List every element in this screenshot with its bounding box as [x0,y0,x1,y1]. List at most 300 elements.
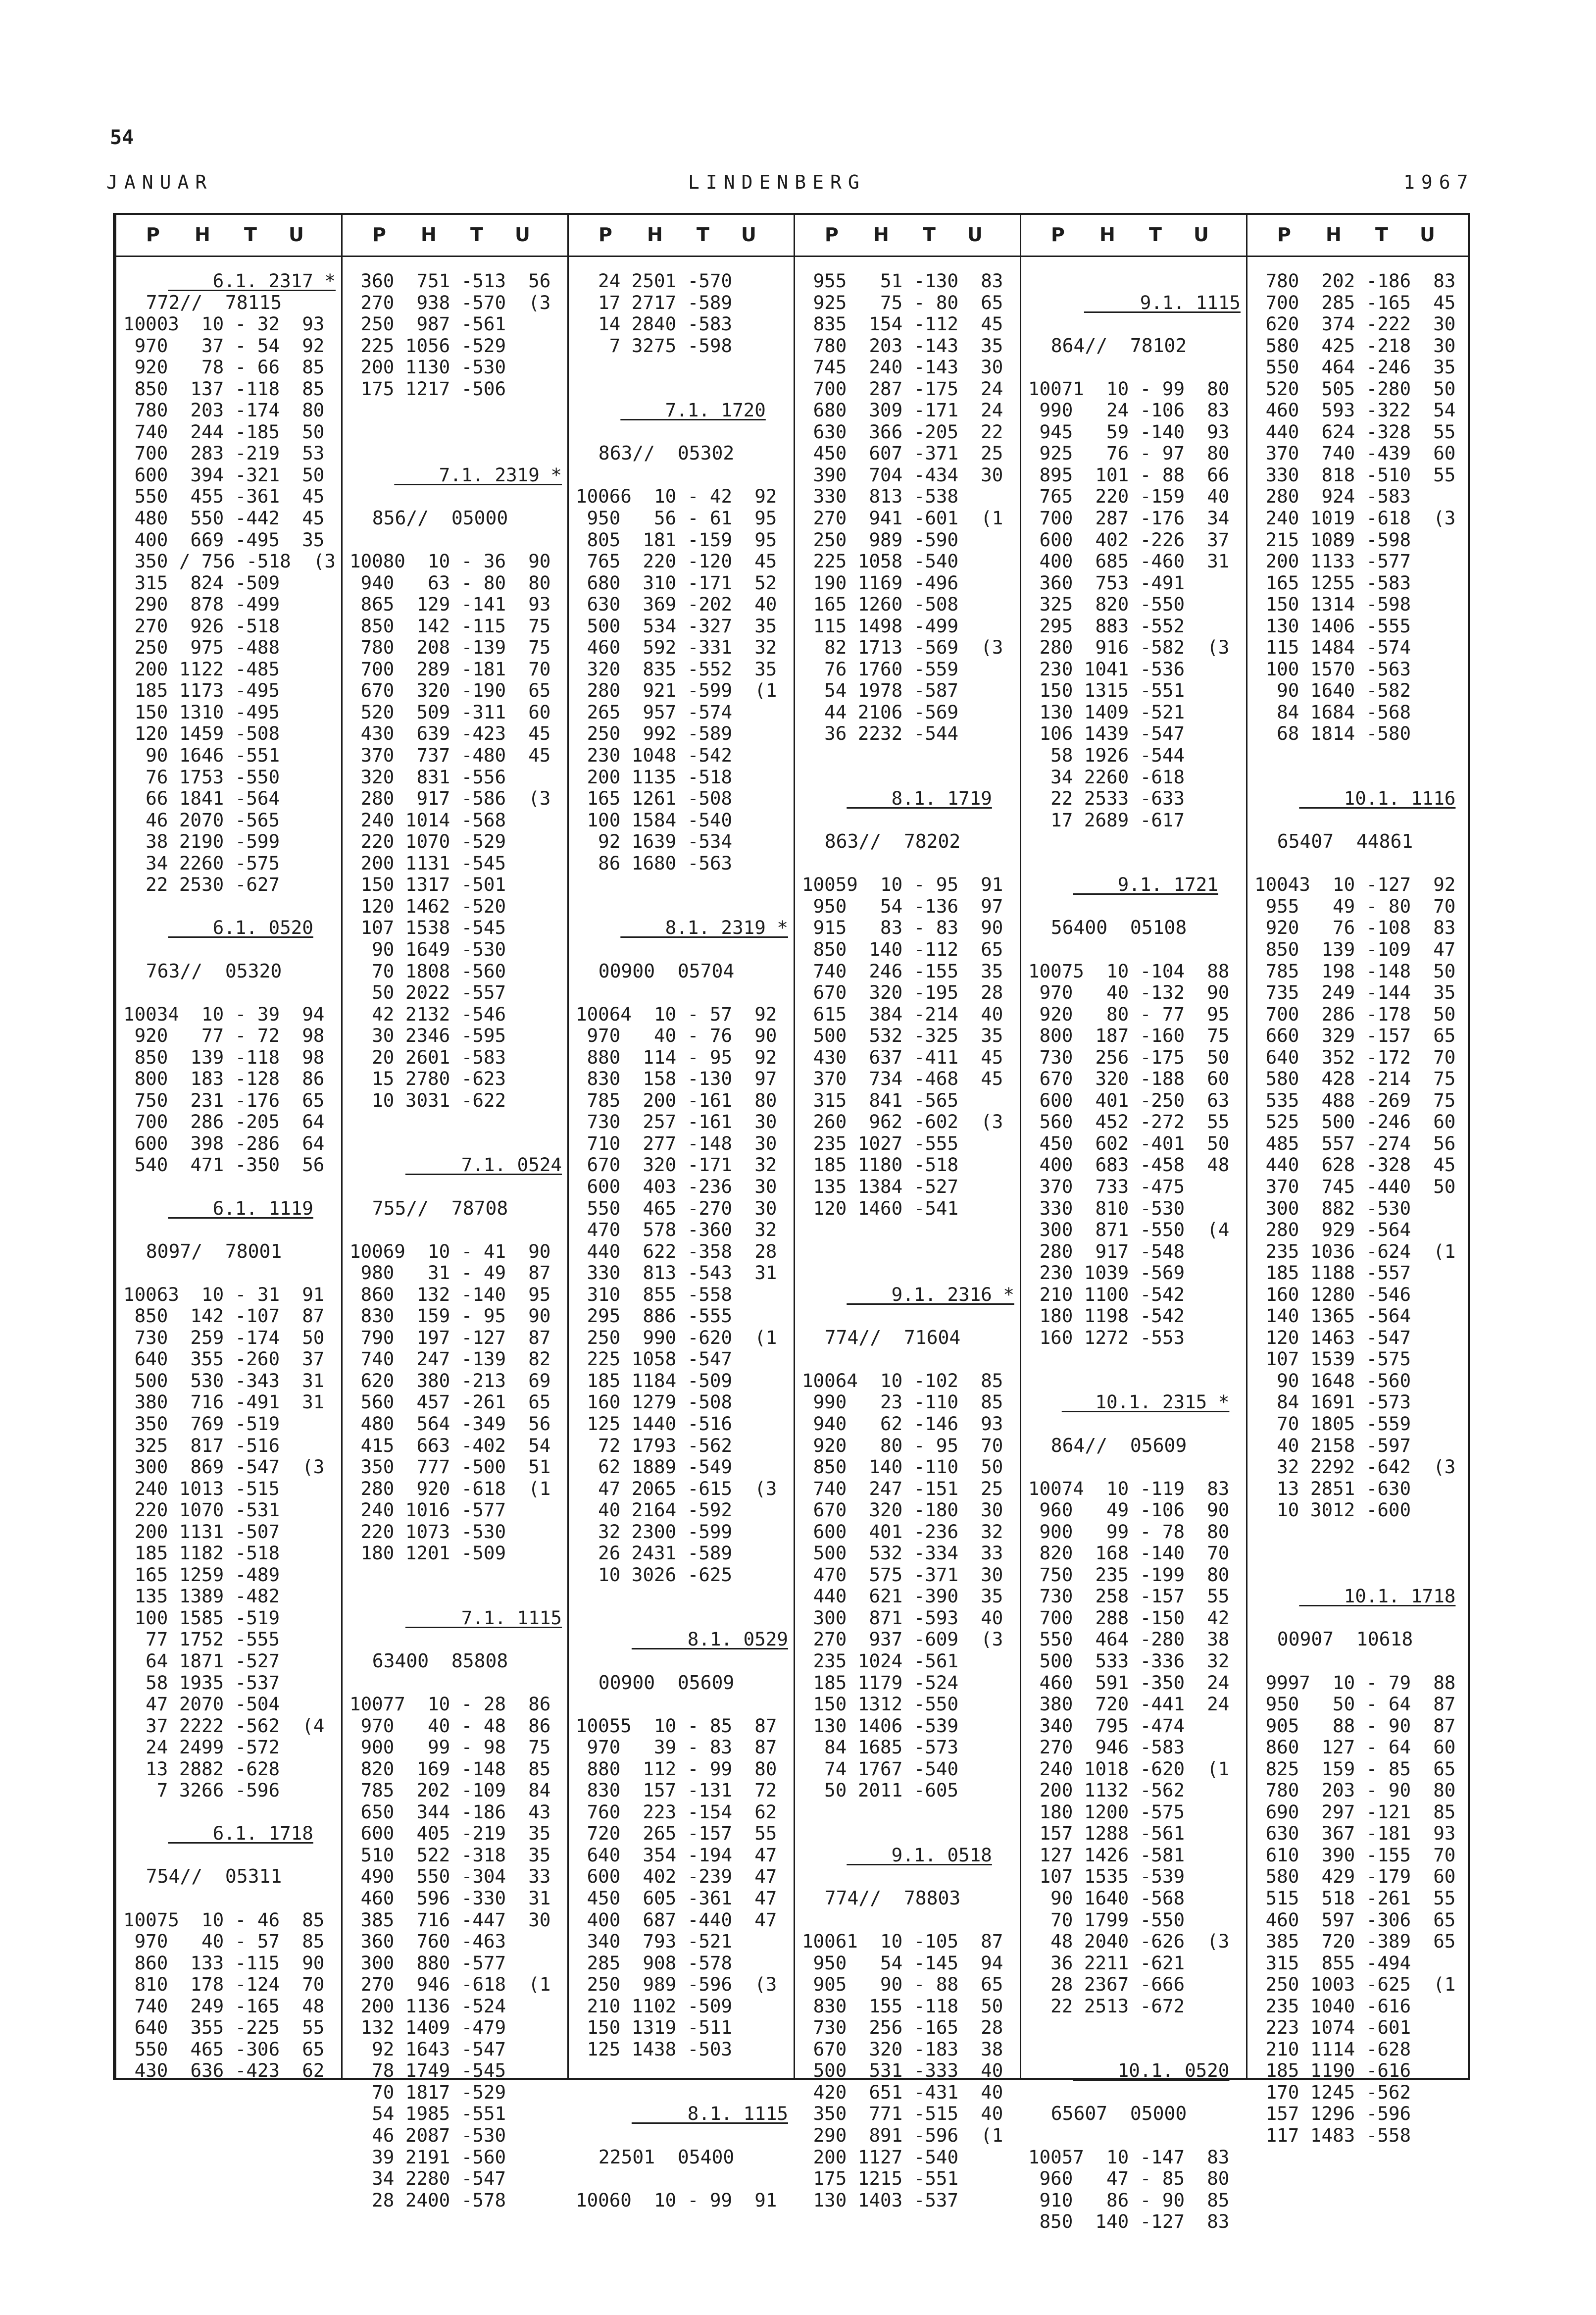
table-row: 750 235 -199 80 [1028,1563,1230,1586]
sounding-title-text: 10.1. 1718 [1299,1585,1456,1607]
table-row: 250 990 -620 (1 [576,1326,777,1348]
table-row: 535 488 -269 75 [1254,1089,1456,1111]
sounding-title-text: 7.1. 0524 [405,1154,562,1176]
table-row: 640 352 -172 70 [1254,1046,1456,1068]
table-row: 84 1684 -568 [1254,701,1411,723]
table-row: 310 855 -558 [576,1283,733,1305]
sounding-title [1028,2060,1245,2082]
table-row: 385 716 -447 30 [349,1908,551,1931]
sounding-title-text: 7.1. 1115 [405,1606,562,1629]
column-header-t: T [1149,224,1162,246]
table-row: 220 1073 -530 [349,1520,506,1543]
table-column [341,215,569,2211]
table-row: 150 1314 -598 [1254,593,1411,616]
table-row: 10 3031 -622 [349,1089,506,1111]
table-row: 320 831 -556 [349,766,506,788]
column-header-p: P [1051,224,1065,246]
table-row [576,1650,792,1672]
table-row: 315 841 -565 [802,1089,959,1111]
table-row: 185 1190 -616 [1254,2059,1411,2082]
table-row: 850 140 -112 65 [802,938,1003,960]
sounding-title-text: 9.1. 2316 * [847,1283,1014,1305]
table-row: 10077 10 - 28 86 [349,1693,551,1715]
table-row: 130 1406 -555 [1254,615,1411,637]
table-row: 600 403 -236 30 [576,1175,777,1197]
station-group: 774// 71604 [802,1326,961,1348]
table-row: 990 24 -106 83 [1028,399,1230,421]
table-row: 240 1019 -618 (3 [1254,507,1456,529]
table-row: 700 287 -175 24 [802,377,1003,400]
table-row: 690 297 -121 85 [1254,1801,1456,1823]
table-row: 520 505 -280 50 [1254,377,1456,400]
table-row: 235 1040 -616 [1254,1995,1411,2017]
table-row [349,1133,566,1155]
table-row: 760 223 -154 62 [576,1801,777,1823]
table-row: 860 132 -140 95 [349,1283,551,1305]
table-row: 420 651 -431 40 [802,2081,1003,2103]
table-row: 290 878 -499 [123,593,280,616]
table-row: 10061 10 -105 87 [802,1930,1003,1953]
table-row: 40 2158 -597 [1254,1434,1411,1456]
table-row: 10080 10 - 36 90 [349,550,551,572]
table-row: 700 285 -165 45 [1254,291,1456,313]
table-row: 70 1805 -559 [1254,1412,1411,1435]
table-row: 90 1648 -560 [1254,1369,1411,1391]
table-row: 130 1406 -539 [802,1714,959,1737]
table-row [576,421,792,443]
table-row: 90 1640 -582 [1254,679,1411,702]
table-row: 157 1296 -596 [1254,2103,1411,2125]
table-row: 850 140 -110 50 [802,1456,1003,1478]
table-row: 970 39 - 83 87 [576,1736,777,1758]
table-row: 185 1173 -495 [123,679,280,702]
table-row: 84 1685 -573 [802,1736,959,1758]
table-row: 330 813 -538 [802,485,959,508]
table-row: 72 1793 -562 [576,1434,733,1456]
table-row [1254,853,1466,875]
table-row: 22 2513 -672 [1028,1995,1185,2017]
table-row: 850 142 -115 75 [349,615,551,637]
table-row: 225 1056 -529 [349,334,506,357]
table-row: 200 1131 -545 [349,852,506,874]
table-row [1028,1456,1245,1478]
table-row: 340 793 -521 [576,1930,733,1953]
table-row [349,400,566,421]
table-row [349,1176,566,1198]
table-row [349,1564,566,1586]
table-row: 90 1646 -551 [123,744,280,767]
table-row [1028,831,1245,853]
table-row: 710 277 -148 30 [576,1132,777,1154]
table-row: 785 202 -109 84 [349,1779,551,1801]
table-row: 240 1018 -620 (1 [1028,1757,1230,1780]
table-row: 130 1403 -537 [802,2189,959,2211]
table-row: 920 80 - 95 70 [802,1434,1003,1456]
table-column [1020,215,1247,2233]
table-row: 47 2065 -615 (3 [576,1477,777,1499]
station-group: 00907 10618 [1254,1628,1413,1650]
table-row: 880 112 - 99 80 [576,1757,777,1780]
table-row: 360 751 -513 56 [349,270,551,292]
table-row: 28 2367 -666 [1028,1973,1185,1996]
table-row: 860 133 -115 90 [123,1952,325,1974]
sounding-title-text: 7.1. 1720 [620,399,766,421]
table-row: 850 137 -118 85 [123,377,325,400]
table-row [1254,1521,1466,1543]
table-row: 175 1217 -506 [349,377,506,400]
table-row: 10075 10 - 46 85 [123,1908,325,1931]
table-row: 370 737 -480 45 [349,744,551,767]
table-row: 990 23 -110 85 [802,1391,1003,1413]
table-row: 390 704 -434 30 [802,463,1003,486]
table-row: 170 1245 -562 [1254,2081,1411,2103]
table-row: 745 240 -143 30 [802,356,1003,378]
table-row: 640 354 -194 47 [576,1844,777,1866]
table-row: 250 1003 -625 (1 [1254,1973,1456,1996]
column-header-h: H [421,224,437,246]
table-row: 800 183 -128 86 [123,1068,325,1090]
table-row: 460 591 -350 24 [1028,1671,1230,1694]
table-row: 600 398 -286 64 [123,1132,325,1154]
table-row: 68 1814 -580 [1254,722,1411,745]
table-row: 740 244 -185 50 [123,420,325,443]
table-row: 270 946 -583 [1028,1736,1185,1758]
table-row: 765 220 -120 45 [576,550,777,572]
table-row: 740 246 -155 35 [802,960,1003,982]
table-row: 750 231 -176 65 [123,1089,325,1111]
table-row: 165 1255 -583 [1254,571,1411,594]
table-row: 400 669 -495 35 [123,528,325,551]
table-row: 10064 10 -102 85 [802,1369,1003,1391]
table-row: 230 1048 -542 [576,744,733,767]
table-row: 450 607 -371 25 [802,442,1003,464]
table-row: 550 465 -306 65 [123,2038,325,2060]
station-group: 864// 78102 [1028,334,1187,357]
column-header-h: H [1326,224,1342,246]
table-row: 34 2280 -547 [349,2167,506,2190]
table-row [1028,2125,1245,2147]
table-row: 640 355 -260 37 [123,1348,325,1370]
table-row: 120 1460 -541 [802,1197,959,1219]
table-row [1254,1607,1466,1629]
table-row: 300 871 -550 (4 [1028,1219,1230,1241]
column-headers [1247,224,1469,249]
table-row: 270 926 -518 [123,615,280,637]
table-row: 910 86 - 90 85 [1028,2189,1230,2211]
table-row: 560 452 -272 55 [1028,1111,1230,1133]
table-row: 10 3012 -600 [1254,1499,1411,1521]
table-row: 720 265 -157 55 [576,1822,777,1845]
column-header-p: P [825,224,839,246]
table-row: 370 734 -468 45 [802,1068,1003,1090]
table-row: 280 924 -583 [1254,485,1411,508]
table-row: 350 771 -515 40 [802,2103,1003,2125]
station-group: 755// 78708 [349,1197,508,1219]
table-row: 700 289 -181 70 [349,658,551,680]
table-row: 300 871 -593 40 [802,1606,1003,1629]
table-row: 185 1188 -557 [1254,1262,1411,1284]
table-row [576,1607,792,1629]
column-body [349,270,566,2211]
table-row: 925 75 - 80 65 [802,291,1003,313]
table-row: 70 1799 -550 [1028,1908,1185,1931]
column-header-p: P [598,224,612,246]
table-row [802,767,1018,788]
table-row [576,2082,792,2104]
table-row: 895 101 - 88 66 [1028,463,1230,486]
table-row [802,745,1018,767]
table-row: 135 1389 -482 [123,1585,280,1607]
sounding-title [349,464,566,486]
column-header-u: U [967,224,983,246]
table-row: 180 1201 -509 [349,1542,506,1564]
table-row: 700 286 -178 50 [1254,1003,1456,1025]
table-row: 9997 10 - 79 88 [1254,1671,1456,1694]
table-row: 700 283 -219 53 [123,442,325,464]
sounding-title-text: 6.1. 1119 [168,1197,313,1219]
table-row: 180 1200 -575 [1028,1801,1185,1823]
table-row: 10003 10 - 32 93 [123,313,325,335]
column-header-h: H [195,224,210,246]
table-row: 270 938 -570 (3 [349,291,551,313]
table-row: 970 40 - 57 85 [123,1930,325,1953]
table-row: 830 158 -130 97 [576,1068,777,1090]
table-row: 640 355 -225 55 [123,2016,325,2039]
table-row: 700 286 -205 64 [123,1111,325,1133]
table-row [1254,810,1466,831]
table-row: 270 937 -609 (3 [802,1628,1003,1650]
table-row: 223 1074 -601 [1254,2016,1411,2039]
table-row: 14 2840 -583 [576,313,733,335]
table-row [576,2168,792,2190]
table-row: 90 1640 -568 [1028,1887,1185,1909]
table-row: 58 1935 -537 [123,1671,280,1694]
table-row: 670 320 -190 65 [349,679,551,702]
table-row: 82 1713 -569 (3 [802,636,1003,659]
table-row: 240 1013 -515 [123,1477,280,1499]
table-row: 830 159 - 95 90 [349,1305,551,1327]
station-group: 63400 85808 [349,1650,508,1672]
table-row: 200 1122 -485 [123,658,280,680]
table-row: 490 550 -304 33 [349,1865,551,1888]
station-group: 22501 05400 [576,2146,735,2168]
column-headers [343,224,569,249]
sounding-title-text: 10.1. 0520 [1073,2059,1230,2082]
table-row: 615 384 -214 40 [802,1003,1003,1025]
table-row: 90 1649 -530 [349,938,506,960]
table-row: 430 636 -423 62 [123,2059,325,2082]
table-row: 150 1310 -495 [123,701,280,723]
table-row: 185 1184 -509 [576,1369,733,1391]
table-row: 300 869 -547 (3 [123,1456,325,1478]
station-group: 56400 05108 [1028,917,1187,939]
table-row: 550 465 -270 30 [576,1197,777,1219]
table-row: 34 2260 -575 [123,852,280,874]
month-heading: JANUAR [106,171,213,193]
table-row: 350 769 -519 [123,1412,280,1435]
table-row: 42 2132 -546 [349,1003,506,1025]
table-row: 700 288 -150 42 [1028,1606,1230,1629]
table-row: 850 140 -127 83 [1028,2211,1230,2233]
table-row: 820 169 -148 85 [349,1757,551,1780]
table-column [794,215,1021,2211]
table-row: 430 639 -423 45 [349,722,551,745]
table-row: 235 1036 -624 (1 [1254,1240,1456,1262]
table-row: 250 989 -590 [802,528,959,551]
table-row [576,982,792,1004]
table-row: 970 40 - 76 90 [576,1025,777,1047]
table-row: 700 287 -176 34 [1028,507,1230,529]
table-row: 960 49 -106 90 [1028,1499,1230,1521]
sounding-title [1254,788,1466,810]
table-row: 525 500 -246 60 [1254,1111,1456,1133]
sounding-title [123,1198,340,1220]
table-row [349,486,566,508]
table-row: 560 457 -261 65 [349,1391,551,1413]
table-row [802,1305,1018,1327]
table-row: 500 533 -336 32 [1028,1650,1230,1672]
table-row: 115 1498 -499 [802,615,959,637]
table-row: 250 992 -589 [576,722,733,745]
table-row: 10063 10 - 31 91 [123,1283,325,1305]
table-row [576,464,792,486]
table-row: 200 1131 -507 [123,1520,280,1543]
table-row: 905 88 - 90 87 [1254,1714,1456,1737]
table-row: 330 818 -510 55 [1254,463,1456,486]
table-row [1254,745,1466,767]
table-row: 460 596 -330 31 [349,1887,551,1909]
table-row: 70 1817 -529 [349,2081,506,2103]
table-row: 38 2190 -599 [123,830,280,853]
table-row: 740 247 -151 25 [802,1477,1003,1499]
table-row: 107 1539 -575 [1254,1348,1411,1370]
table-row: 450 602 -401 50 [1028,1132,1230,1154]
station-group: 763// 05320 [123,960,282,982]
table-row: 107 1535 -539 [1028,1865,1185,1888]
table-row: 400 683 -458 48 [1028,1154,1230,1176]
table-row: 300 880 -577 [349,1952,506,1974]
table-row: 265 957 -574 [576,701,733,723]
table-row: 62 1889 -549 [576,1456,733,1478]
column-header-t: T [923,224,936,246]
column-header-p: P [372,224,386,246]
column-body [1254,270,1466,2147]
table-row: 630 366 -205 22 [802,420,1003,443]
table-row: 800 187 -160 75 [1028,1025,1230,1047]
station-group: 864// 05609 [1028,1434,1187,1456]
table-row [1028,1370,1245,1392]
table-row: 200 1127 -540 [802,2146,959,2168]
table-row: 100 1585 -519 [123,1606,280,1629]
column-body [802,270,1018,2211]
table-row [1028,1413,1245,1435]
table-row: 785 198 -148 50 [1254,960,1456,982]
table-row: 295 883 -552 [1028,615,1185,637]
table-row: 280 917 -548 [1028,1240,1185,1262]
table-row: 765 220 -159 40 [1028,485,1230,508]
table-row [802,853,1018,875]
table-row: 920 80 - 77 95 [1028,1003,1230,1025]
table-row: 220 1070 -531 [123,1499,280,1521]
table-row: 920 76 -108 83 [1254,917,1456,939]
table-row: 670 320 -180 30 [802,1499,1003,1521]
table-row: 160 1280 -546 [1254,1283,1411,1305]
table-row: 165 1259 -489 [123,1563,280,1586]
table-row: 44 2106 -569 [802,701,959,723]
table-row: 580 429 -179 60 [1254,1865,1456,1888]
table-row: 200 1135 -518 [576,766,733,788]
table-row: 415 663 -402 54 [349,1434,551,1456]
table-row: 315 855 -494 [1254,1952,1411,1974]
table-row: 15 2780 -623 [349,1068,506,1090]
table-row: 380 720 -441 24 [1028,1693,1230,1715]
table-row: 140 1365 -564 [1254,1305,1411,1327]
sounding-title [576,1629,792,1650]
column-headers [795,224,1021,249]
table-row: 480 564 -349 56 [349,1412,551,1435]
table-row: 230 1039 -569 [1028,1262,1185,1284]
table-row: 130 1409 -521 [1028,701,1185,723]
table-row: 58 1926 -544 [1028,744,1185,767]
table-row: 250 975 -488 [123,636,280,659]
table-row: 670 320 -171 32 [576,1154,777,1176]
table-row [1254,767,1466,788]
table-row: 340 795 -474 [1028,1714,1185,1737]
table-row: 10060 10 - 99 91 [576,2189,777,2211]
table-row: 600 405 -219 35 [349,1822,551,1845]
sounding-title [349,1154,566,1176]
table-row [123,982,340,1004]
table-row: 740 249 -165 48 [123,1995,325,2017]
table-row: 150 1317 -501 [349,874,506,896]
table-row: 820 168 -140 70 [1028,1542,1230,1564]
table-row [576,1586,792,1607]
sounding-title-text: 8.1. 2319 * [620,917,788,939]
table-row: 670 320 -188 60 [1028,1068,1230,1090]
table-row: 550 464 -280 38 [1028,1628,1230,1650]
station-group: 856// 05000 [349,507,508,529]
table-row [349,1111,566,1133]
table-row: 10 3026 -625 [576,1563,733,1586]
table-row: 30 2346 -595 [349,1025,506,1047]
table-row [1254,1564,1466,1586]
table-row: 10074 10 -119 83 [1028,1477,1230,1499]
table-row: 37 2222 -562 (4 [123,1714,325,1737]
table-row: 260 962 -602 (3 [802,1111,1003,1133]
sounding-title [1028,1391,1245,1413]
column-header-u: U [289,224,304,246]
table-row: 24 2501 -570 [576,270,733,292]
table-row: 480 550 -442 45 [123,507,325,529]
table-row: 280 921 -599 (1 [576,679,777,702]
table-row: 185 1179 -524 [802,1671,959,1694]
table-row: 370 745 -440 50 [1254,1175,1456,1197]
table-row [349,443,566,464]
table-row: 10043 10 -127 92 [1254,874,1456,896]
table-row: 120 1462 -520 [349,895,506,917]
table-row [1254,1543,1466,1564]
table-row [123,1262,340,1284]
table-row: 28 2400 -578 [349,2189,506,2211]
table-row [576,2060,792,2082]
table-row [802,1262,1018,1284]
table-row: 620 374 -222 30 [1254,313,1456,335]
table-row: 32 2300 -599 [576,1520,733,1543]
station-group: 00900 05609 [576,1671,735,1694]
table-row [802,1241,1018,1263]
table-row: 735 249 -144 35 [1254,981,1456,1004]
table-row: 26 2431 -589 [576,1542,733,1564]
